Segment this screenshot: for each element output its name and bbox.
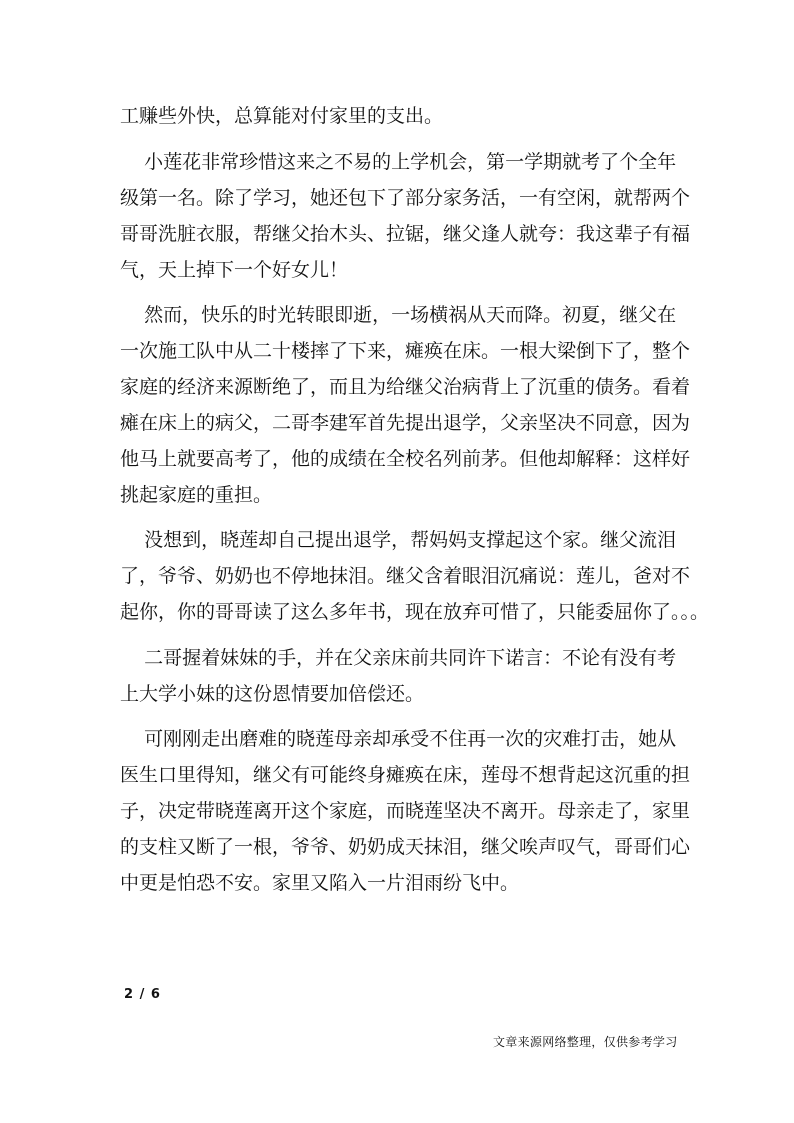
text-line: 起你，你的哥哥读了这么多年书，现在放弃可惜了，只能委屈你了。。。 [120,601,710,623]
text-line: 瘫在床上的病父，二哥李建军首先提出退学，父亲坚决不同意，因为 [120,412,691,434]
text-line: 中更是怕恐不安。家里又陷入一片泪雨纷飞中。 [120,872,520,894]
text-line: 医生口里得知，继父有可能终身瘫痪在床，莲母不想背起这沉重的担 [120,764,691,786]
text-line: 小莲花非常珍惜这来之不易的上学机会，第一学期就考了个全年 [120,151,677,173]
text-line: 气，天上掉下一个好女儿！ [120,259,349,281]
text-line: 一次施工队中从二十楼摔了下来，瘫痪在床。一根大梁倒下了，整个 [120,340,691,362]
text-line: 家庭的经济来源断绝了，而且为给继父治病背上了沉重的债务。看着 [120,376,691,398]
text-line: 上大学小妹的这份恩情要加倍偿还。 [120,683,425,705]
text-line: 子，决定带晓莲离开这个家庭，而晓莲坚决不离开。母亲走了，家里 [120,800,691,822]
text-line: 二哥握着妹妹的手，并在父亲床前共同许下诺言：不论有没有考 [120,647,677,669]
text-line: 没想到，晓莲却自己提出退学，帮妈妈支撑起这个家。继父流泪 [120,529,677,551]
text-line: 哥哥洗脏衣服，帮继父抬木头、拉锯，继父逢人就夸：我这辈子有福 [120,223,691,245]
text-line: 挑起家庭的重担。 [120,484,273,506]
text-line: 工赚些外快，总算能对付家里的支出。 [120,105,444,127]
page-number: 2 / 6 [124,987,161,1002]
footer-note: 文章来源网络整理，仅供参考学习 [493,1035,678,1049]
text-line: 了，爷爷、奶奶也不停地抹泪。继父含着眼泪沉痛说：莲儿，爸对不 [120,565,691,587]
text-line: 级第一名。除了学习，她还包下了部分家务活，一有空闲，就帮两个 [120,187,691,209]
text-line: 然而，快乐的时光转眼即逝，一场横祸从天而降。初夏，继父在 [120,304,677,326]
text-line: 可刚刚走出磨难的晓莲母亲却承受不住再一次的灾难打击，她从 [120,728,677,750]
text-line: 的支柱又断了一根，爷爷、奶奶成天抹泪，继父唉声叹气，哥哥们心 [120,836,691,858]
text-line: 他马上就要高考了，他的成绩在全校名列前茅。但他却解释：这样好 [120,448,691,470]
